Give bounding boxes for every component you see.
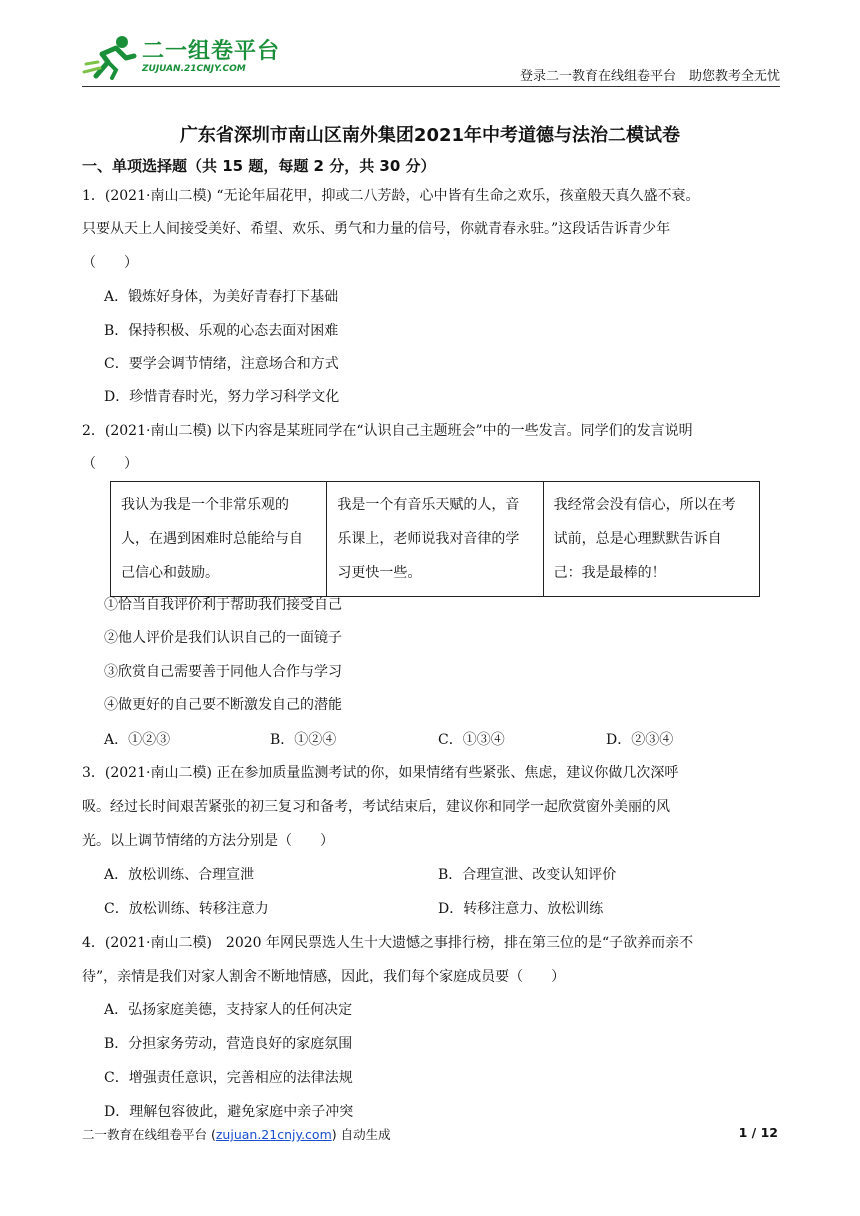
question-2-statement: ④做更好的自己要不断激发自己的潜能 <box>104 697 342 713</box>
question-3-line: 光。以上调节情绪的方法分别是（ ） <box>82 833 334 849</box>
question-4-option-b[interactable]: B．分担家务劳动，营造良好的家庭氛围 <box>104 1036 353 1052</box>
question-4-line: 4．(2021·南山二模) 2020 年网民票选人生十大遗憾之事排行榜，排在第三位的是“子欲养而亲不 <box>82 935 694 951</box>
table-cell: 我是一个有音乐天赋的人，音乐课上，老师说我对音律的学习更快一些。 <box>327 482 543 597</box>
question-3-option-d[interactable]: D．转移注意力、放松训练 <box>438 901 604 917</box>
question-4-line: 待”，亲情是我们对家人割舍不断地情感，因此，我们每个家庭成员要（ ） <box>82 969 566 985</box>
question-1-option-d[interactable]: D．珍惜青春时光，努力学习科学文化 <box>104 389 340 405</box>
logo-title: 二一组卷平台 <box>142 39 281 64</box>
question-3-option-b[interactable]: B．合理宣泄、改变认知评价 <box>438 867 617 883</box>
exam-title: 广东省深圳市南山区南外集团2021年中考道德与法治二模试卷 <box>179 125 681 146</box>
question-1-line: 只要从天上人间接受美好、希望、欢乐、勇气和力量的信号，你就青春永驻。”这段话告诉青少年 <box>82 221 671 237</box>
question-1-line: （ ） <box>82 255 138 271</box>
question-4-option-c[interactable]: C．增强责任意识，完善相应的法律法规 <box>104 1070 353 1086</box>
section-heading: 一、单项选择题（共 15 题，每题 2 分，共 30 分） <box>82 157 436 175</box>
table-cell: 我认为我是一个非常乐观的人，在遇到困难时总能给与自己信心和鼓励。 <box>111 482 327 597</box>
question-2-option-b[interactable]: B．①②④ <box>270 732 337 748</box>
logo-url: ZUJUAN.21CNJY.COM <box>142 64 246 74</box>
runner-logo-icon <box>82 32 140 80</box>
header-slogan: 登录二一教育在线组卷平台 助您教考全无忧 <box>519 69 780 84</box>
question-4-option-d[interactable]: D．理解包容彼此，避免家庭中亲子冲突 <box>104 1104 354 1120</box>
question-3-line: 吸。经过长时间艰苦紧张的初三复习和备考，考试结束后，建议你和同学一起欣赏窗外美丽的风 <box>82 799 670 815</box>
page-number: 1 / 12 <box>738 1125 778 1140</box>
question-2-line: （ ） <box>82 456 138 472</box>
site-logo[interactable] <box>82 32 282 80</box>
footer-link[interactable]: zujuan.21cnjy.com <box>215 1127 332 1142</box>
page-footer <box>82 1125 391 1143</box>
question-4-option-a[interactable]: A．弘扬家庭美德，支持家人的任何决定 <box>104 1002 353 1018</box>
question-2-statement: ③欣赏自己需要善于同他人合作与学习 <box>104 664 342 680</box>
header-divider <box>82 86 780 87</box>
question-1-line: 1．(2021·南山二模) “无论年届花甲，抑或二八芳龄，心中皆有生命之欢乐，孩童般天真久盛不衰。 <box>82 188 700 204</box>
footer-suffix: ) 自动生成 <box>331 1127 391 1142</box>
table-cell: 我经常会没有信心，所以在考试前，总是心理默默告诉自己：我是最棒的！ <box>543 482 759 597</box>
question-1-option-a[interactable]: A．锻炼好身体，为美好青春打下基础 <box>104 289 339 305</box>
question-1-option-c[interactable]: C．要学会调节情绪，注意场合和方式 <box>104 356 339 372</box>
question-1-option-b[interactable]: B．保持积极、乐观的心态去面对困难 <box>104 323 339 339</box>
page-header <box>82 30 780 84</box>
question-2-option-c[interactable]: C．①③④ <box>438 732 505 748</box>
question-3-option-a[interactable]: A．放松训练、合理宣泄 <box>104 867 255 883</box>
question-3-option-c[interactable]: C．放松训练、转移注意力 <box>104 901 269 917</box>
question-2-option-d[interactable]: D．②③④ <box>606 732 674 748</box>
footer-prefix: 二一教育在线组卷平台 ( <box>82 1127 216 1142</box>
question-3-line: 3．(2021·南山二模) 正在参加质量监测考试的你，如果情绪有些紧张、焦虑，建议你做几次深呼 <box>82 765 679 781</box>
question-2-statement: ①恰当自我评价利于帮助我们接受自己 <box>104 597 342 613</box>
question-2-table <box>110 481 760 597</box>
question-2-statement: ②他人评价是我们认识自己的一面镜子 <box>104 630 342 646</box>
question-2-option-a[interactable]: A．①②③ <box>104 732 171 748</box>
question-2-line: 2．(2021·南山二模) 以下内容是某班同学在“认识自己主题班会”中的一些发言。同学们的发言说明 <box>82 423 693 439</box>
